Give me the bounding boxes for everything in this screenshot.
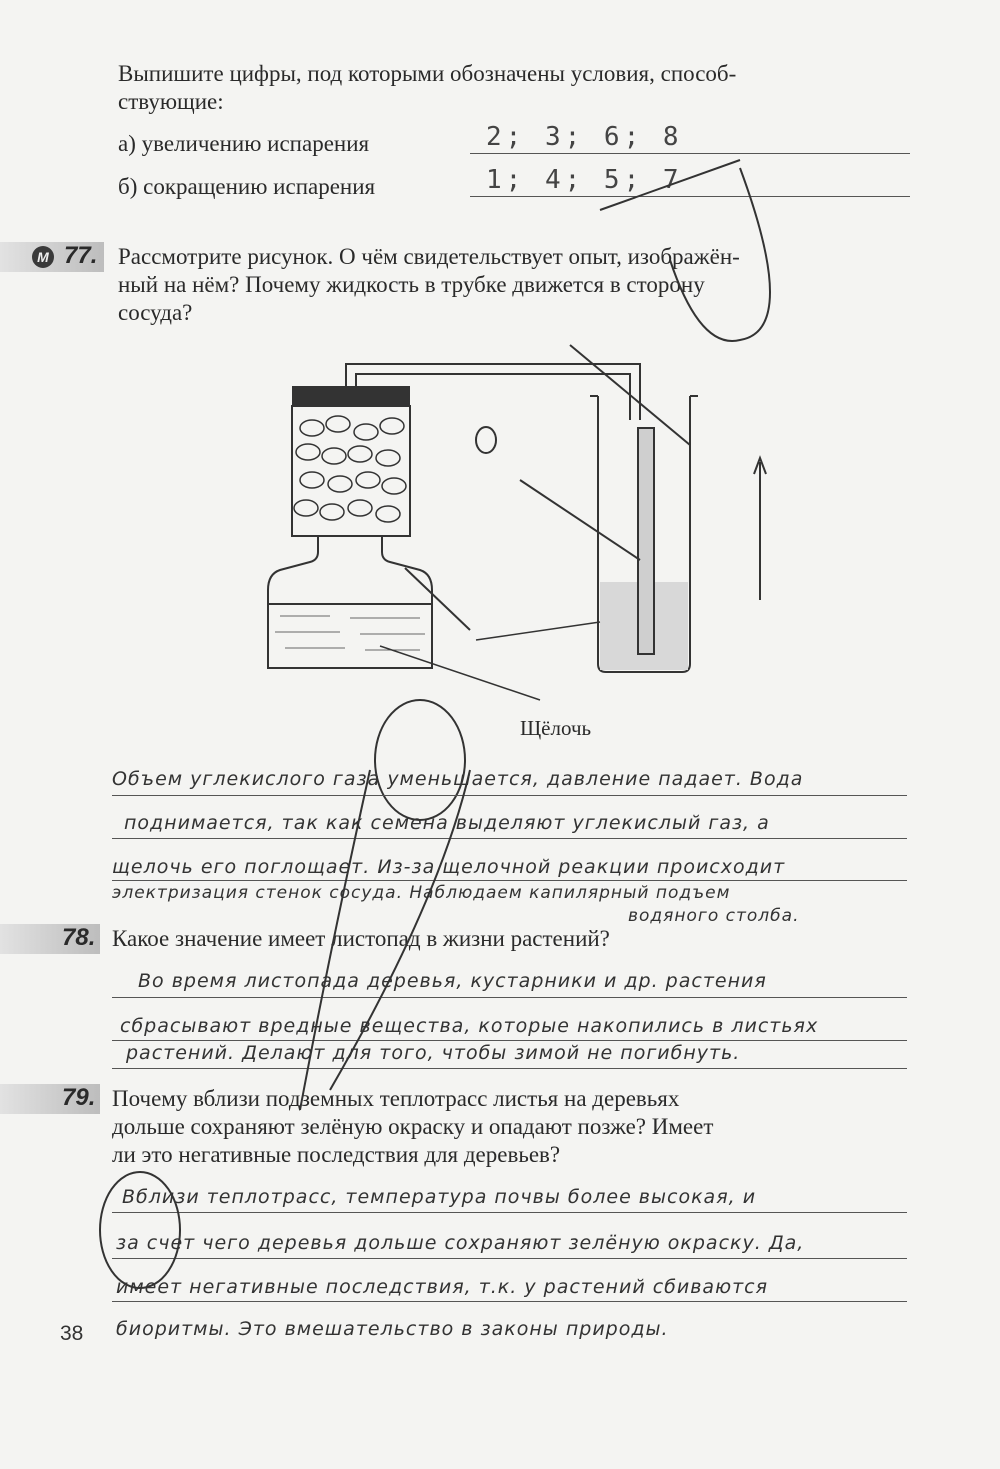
question-77-number: 77.	[64, 242, 98, 269]
question-79-line-3: ли это негативные последствия для деревьев?	[112, 1142, 561, 1167]
question-77-line-2: ный на нём? Почему жидкость в трубке движется в сторону	[118, 272, 705, 297]
answer-77-line-1: Объем углекислого газа уменьшается, давление падает. Вода	[112, 768, 804, 790]
option-a-answer: 2; 3; 6; 8	[486, 122, 683, 152]
question-79-line-1: Почему вблизи подземных теплотрасс листья на деревьях	[112, 1086, 680, 1111]
page-number: 38	[60, 1322, 84, 1345]
option-b-answer: 1; 4; 5; 7	[486, 165, 683, 195]
question-77-line-3: сосуда?	[118, 300, 193, 325]
question-78-number: 78.	[62, 924, 96, 951]
answer-79-line-2: за счет чего деревья дольше сохраняют зелёную окраску. Да,	[116, 1232, 805, 1254]
intro-text-line-2: ствующие:	[118, 89, 224, 114]
answer-77-line-2: поднимается, так как семена выделяют углекислый газ, а	[124, 812, 770, 834]
answer-79-line-1: Вблизи теплотрасс, температура почвы более высокая, и	[122, 1186, 757, 1208]
answer-79-line-3: имеет негативные последствия, т.к. у растений сбиваются	[116, 1276, 769, 1298]
question-79-line-2: дольше сохраняют зелёную окраску и опадают позже? Имеет	[112, 1114, 714, 1139]
answer-77-line-4: электризация стенок сосуда. Наблюдаем капилярный подъем	[112, 883, 731, 903]
answer-77-line-3: щелочь его поглощает. Из-за щелочной реакции происходит	[112, 856, 786, 878]
answer-77-line-5: водяного столба.	[628, 906, 800, 926]
option-a-label: а) увеличению испарения	[118, 131, 370, 156]
answer-78-line-3: растений. Делают для того, чтобы зимой не погибнуть.	[126, 1042, 741, 1064]
meta-subject-badge: М	[32, 246, 54, 268]
question-79-number: 79.	[62, 1084, 96, 1111]
figure-caption-alkali: Щёлочь	[520, 716, 592, 740]
option-b-label: б) сокращению испарения	[118, 174, 376, 199]
answer-78-line-1: Во время листопада деревья, кустарники и др. растения	[138, 970, 767, 992]
question-78-line-1: Какое значение имеет листопад в жизни растений?	[112, 926, 610, 951]
answer-79-line-4: биоритмы. Это вмешательство в законы природы.	[116, 1318, 669, 1340]
question-77-line-1: Рассмотрите рисунок. О чём свидетельствует опыт, изображён-	[118, 244, 740, 269]
answer-78-line-2: сбрасывают вредные вещества, которые накопились в листьях	[120, 1015, 819, 1037]
intro-text-line-1: Выпишите цифры, под которыми обозначены условия, способ-	[118, 61, 737, 86]
